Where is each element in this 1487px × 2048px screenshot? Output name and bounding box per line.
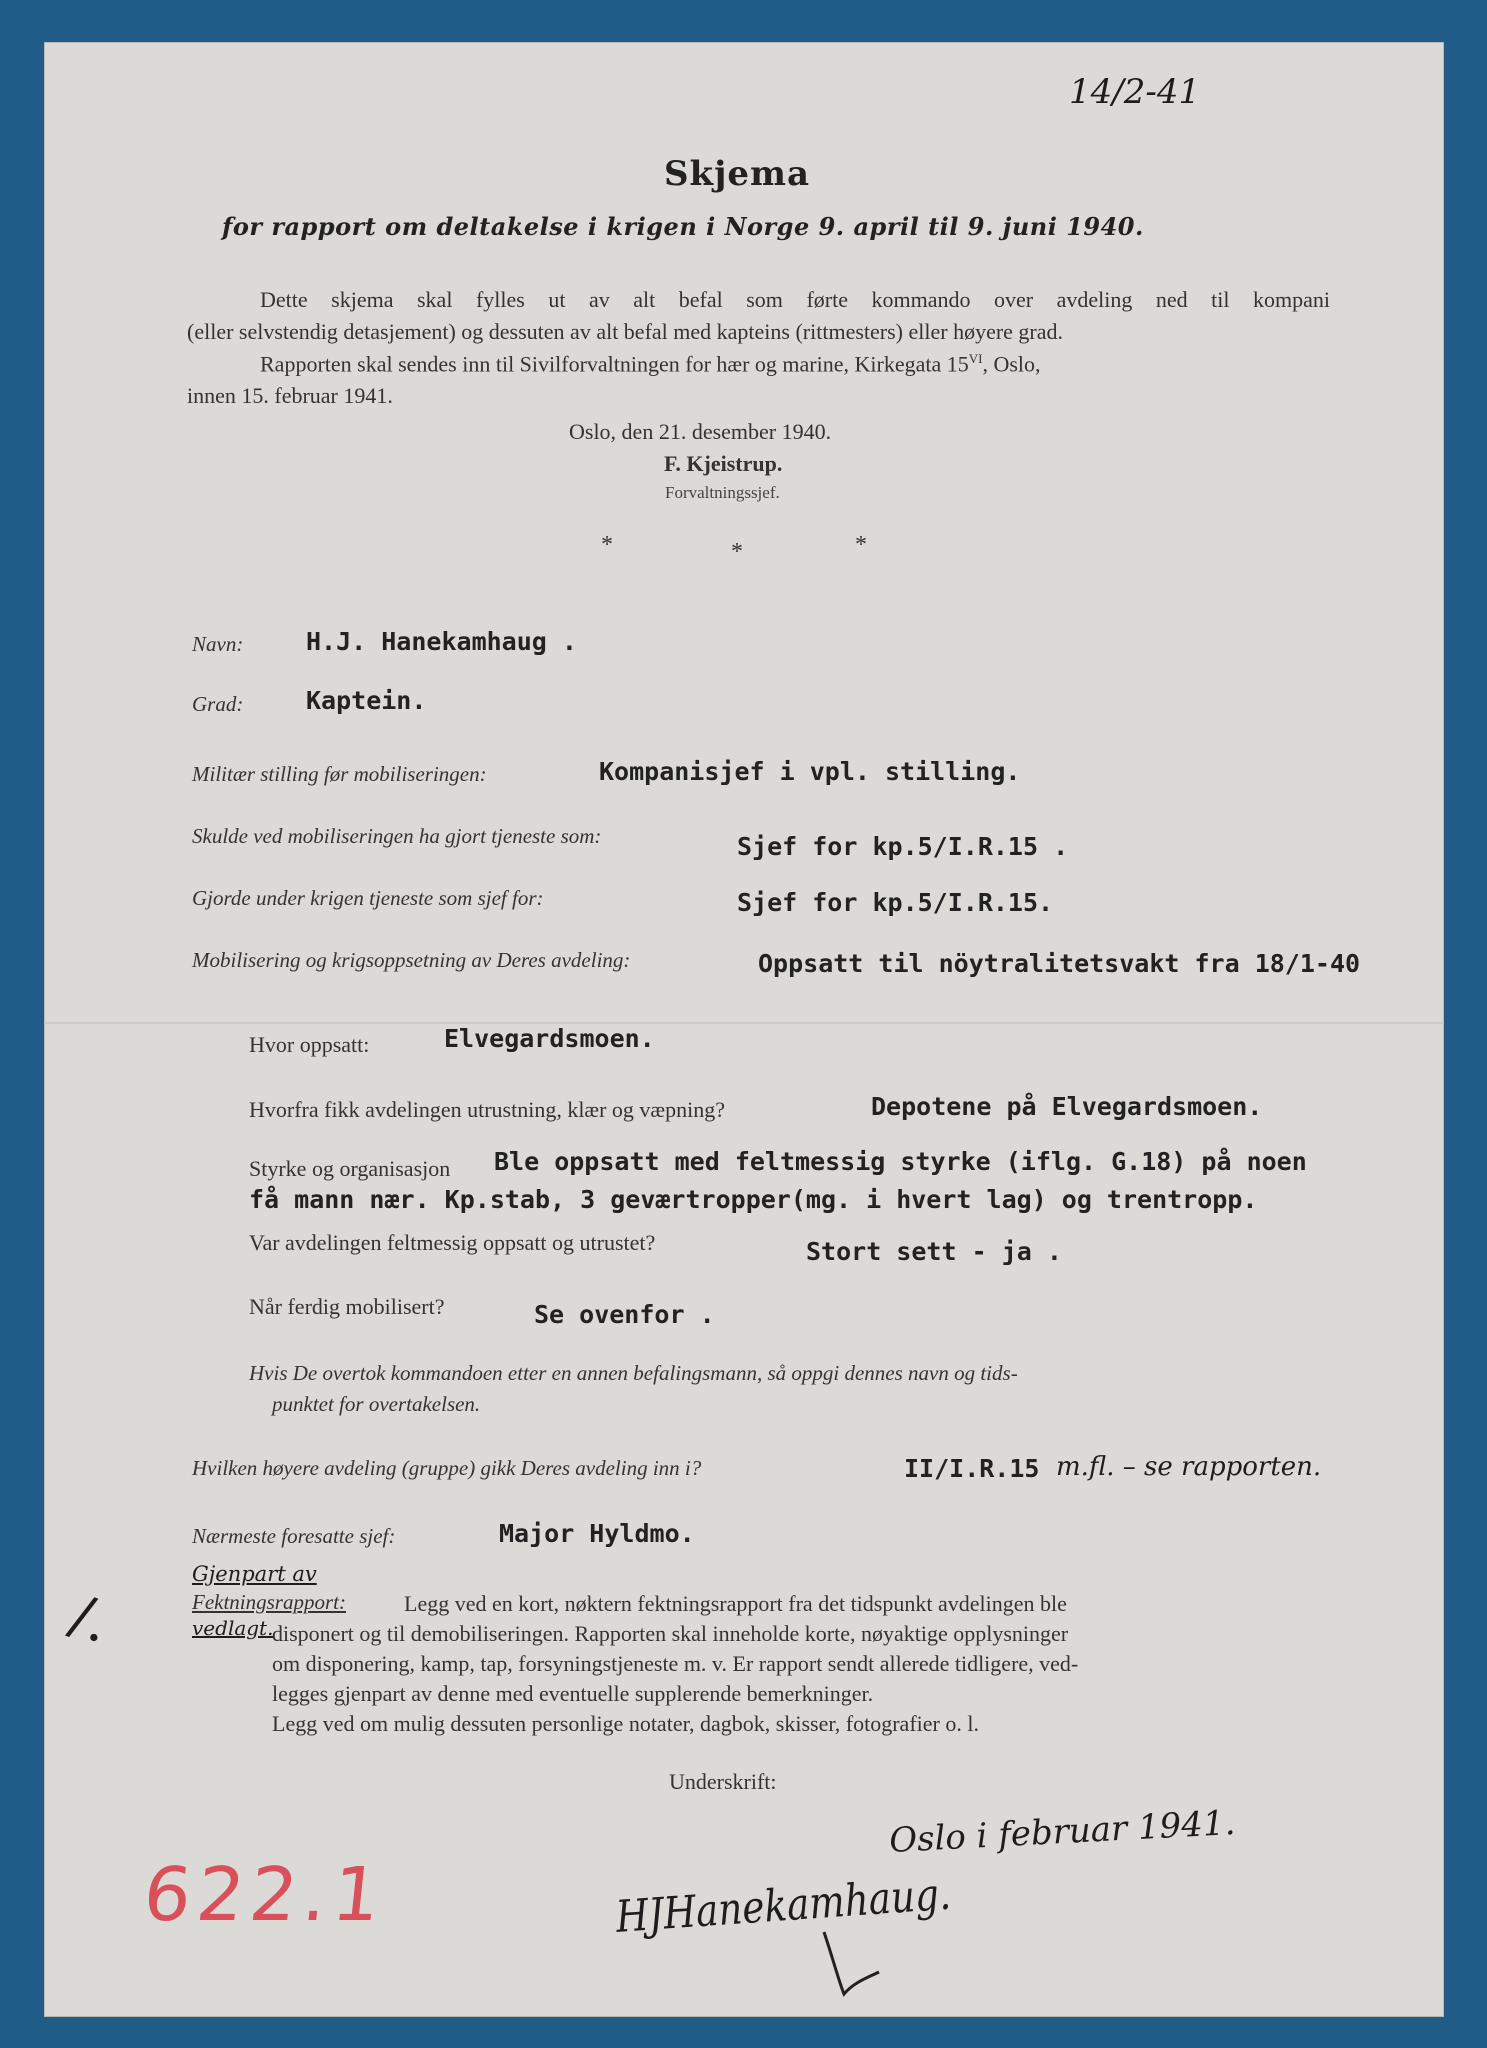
styrke-value-1: Ble oppsatt med feltmessig styrke (iflg. G.18) på noen: [494, 1147, 1307, 1176]
naermeste-value: Major Hyldmo.: [499, 1519, 695, 1548]
hvorfra-label: Hvorfra fikk avdelingen utrustning, klær og væpning?: [249, 1097, 725, 1122]
mobil-value: Oppsatt til nöytralitetsvakt fra 18/1-40: [758, 949, 1361, 978]
form-title: Skjema: [664, 154, 811, 194]
militaer-label: Militær stilling før mobiliseringen:: [192, 762, 487, 786]
naermeste-label: Nærmeste foresatte sjef:: [192, 1524, 396, 1548]
intro-line-2: (eller selvstendig detasjement) og dessuten av alt befal med kapteins (rittmesters) eller høyere grad.: [187, 319, 1064, 344]
hvis-line-2: punktet for overtakelsen.: [272, 1392, 481, 1416]
corner-note: 14/2-41: [1069, 72, 1201, 112]
signer-title: Forvaltningssjef.: [665, 483, 780, 502]
intro-line-4: innen 15. februar 1941.: [187, 383, 393, 408]
hvor-label: Hvor oppsatt:: [249, 1032, 370, 1057]
naar-value: Se ovenfor .: [534, 1300, 715, 1329]
fold-crease: [44, 1022, 1444, 1024]
signature-label: Underskrift:: [669, 1769, 777, 1794]
naar-label: Når ferdig mobilisert?: [249, 1294, 445, 1319]
report-line-5: Legg ved om mulig dessuten personlige notater, dagbok, skisser, fotografier o. l.: [272, 1711, 979, 1736]
skulde-value: Sjef for kp.5/I.R.15 .: [737, 832, 1069, 861]
report-label: Fektningsrapport:: [192, 1590, 346, 1614]
report-hand-note-2: vedlagt.: [192, 1616, 274, 1640]
hvilken-label: Hvilken høyere avdeling (gruppe) gikk Deres avdeling inn i?: [192, 1456, 702, 1480]
grad-value: Kaptein.: [306, 686, 427, 715]
report-line-4: legges gjenpart av denne med eventuelle supplerende bemerkninger.: [272, 1681, 874, 1706]
margin-mark: /.: [61, 1582, 119, 1657]
report-line-3: om disponering, kamp, tap, forsyningstjeneste m. v. Er rapport sendt allerede tidligere, ved-: [272, 1651, 1079, 1676]
hvor-value: Elvegardsmoen.: [444, 1024, 655, 1053]
signer-name: F. Kjeistrup.: [664, 451, 783, 476]
report-line-1: Legg ved en kort, nøktern fektningsrapport fra det tidspunkt avdelingen ble: [404, 1591, 1067, 1616]
separator-star: *: [855, 532, 867, 558]
signature-flourish: [814, 1922, 884, 2002]
separator-star: *: [731, 539, 743, 565]
gjorde-value: Sjef for kp.5/I.R.15.: [737, 888, 1054, 917]
intro-line-3: [260, 351, 1041, 377]
navn-label: Navn:: [192, 632, 244, 656]
document-page: [44, 42, 1444, 2017]
navn-value: H.J. Hanekamhaug .: [306, 627, 577, 656]
styrke-value-2: få mann nær. Kp.stab, 3 geværtropper(mg. i hvert lag) og trentropp.: [249, 1185, 1258, 1214]
signature-place-date: Oslo i februar 1941.: [888, 1802, 1237, 1862]
skulde-label: Skulde ved mobiliseringen ha gjort tjeneste som:: [192, 824, 602, 848]
report-line-2: disponert og til demobiliseringen. Rapporten skal inneholde korte, nøyaktige opplysninger: [272, 1621, 1069, 1646]
hvis-line-1: Hvis De overtok kommandoen etter en annen befalingsmann, så oppgi dennes navn og tids-: [249, 1361, 1018, 1385]
report-hand-note-1: Gjenpart av: [192, 1562, 317, 1586]
var-label: Var avdelingen feltmessig oppsatt og utrustet?: [249, 1230, 656, 1255]
styrke-label: Styrke og organisasjon: [249, 1156, 451, 1181]
intro-line-1: Dette skjema skal fylles ut av alt befal som førte kommando over avdeling ned til kompani: [260, 287, 1330, 312]
superscript: VI: [968, 351, 983, 366]
var-value: Stort sett - ja .: [806, 1237, 1062, 1266]
militaer-value: Kompanisjef i vpl. stilling.: [599, 757, 1021, 786]
mobil-label: Mobilisering og krigsoppsetning av Deres avdeling:: [192, 948, 631, 972]
separator-star: *: [601, 532, 613, 558]
hvorfra-value: Depotene på Elvegardsmoen.: [871, 1092, 1263, 1121]
handwritten-signature: HJHanekamhaug.: [614, 1868, 953, 1943]
archive-stamp: 622.1: [139, 1852, 391, 1938]
intro-line-3-text: Rapporten skal sendes inn til Sivilforvaltningen for hær og marine, Kirkegata 15: [260, 351, 969, 377]
hvilken-value: II/I.R.15: [904, 1454, 1040, 1483]
grad-label: Grad:: [192, 692, 244, 716]
intro-line-3-tail: , Oslo,: [982, 351, 1041, 377]
form-subtitle: for rapport om deltakelse i krigen i Norge 9. april til 9. juni 1940.: [222, 212, 1144, 241]
gjorde-label: Gjorde under krigen tjeneste som sjef for:: [192, 886, 544, 910]
hvilken-handwritten: m.fl. – se rapporten.: [1056, 1452, 1322, 1482]
issue-date: Oslo, den 21. desember 1940.: [569, 419, 832, 444]
